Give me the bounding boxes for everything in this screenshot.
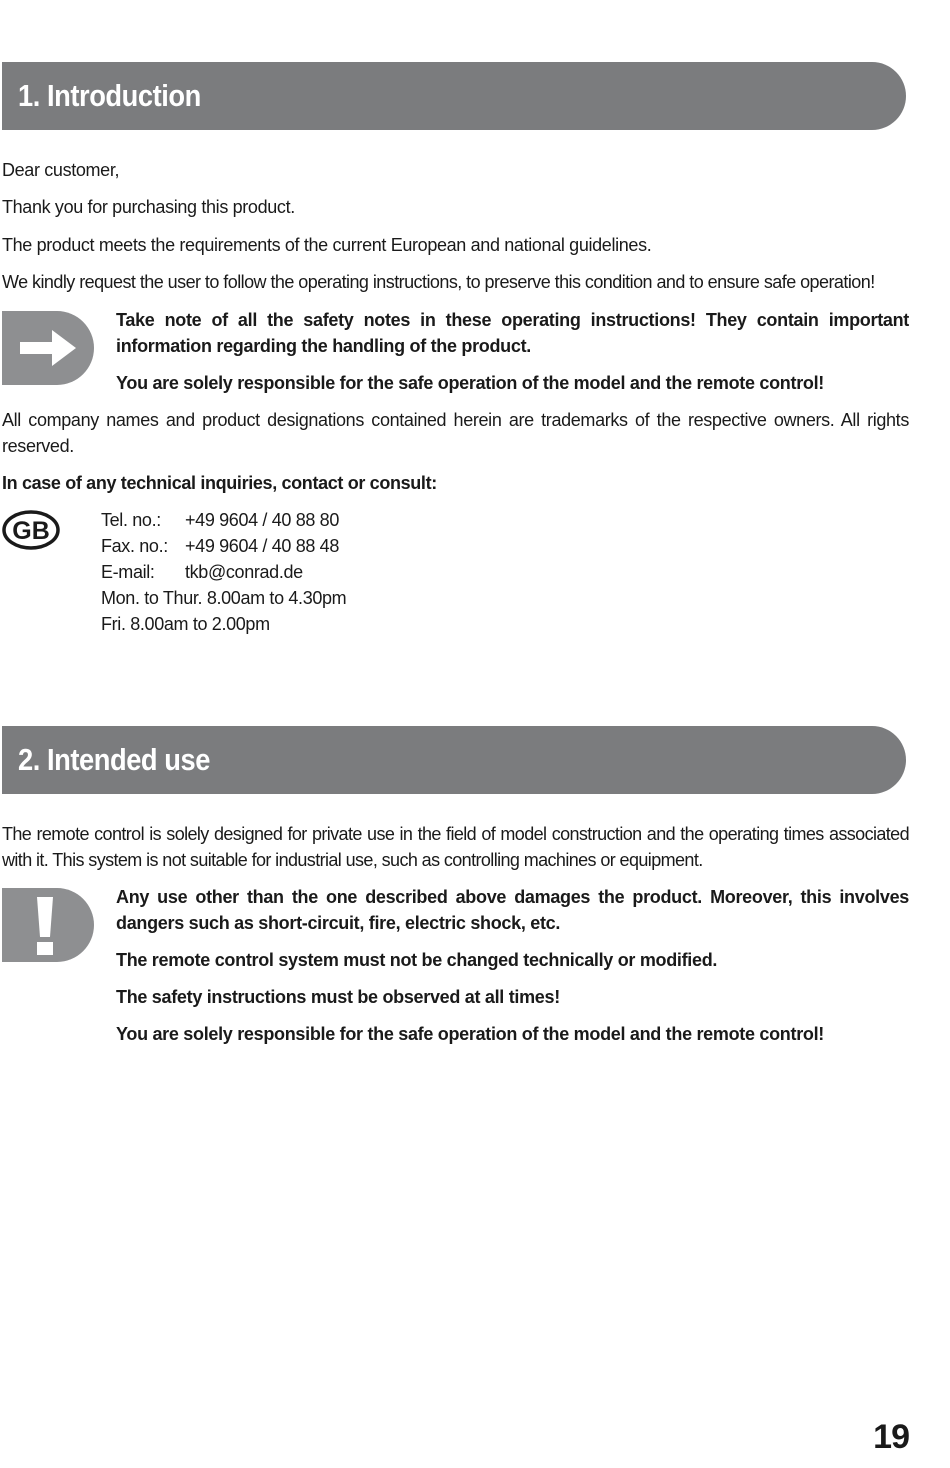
contact-fax-row bbox=[101, 533, 346, 559]
warning-misuse-text: Any use other than the one described above damages the product. Moreover, this involves dangers such as short-circuit, fire, electric shock, etc. bbox=[116, 887, 909, 933]
warning-responsibility-text: You are solely responsible for the safe operation of the model and the remote control! bbox=[116, 1024, 824, 1044]
contact-tel-row bbox=[101, 507, 346, 533]
inquiries-heading: In case of any technical inquiries, contact or consult: bbox=[2, 473, 437, 493]
section-header-intended-use bbox=[2, 726, 906, 794]
exclamation-icon bbox=[2, 888, 94, 962]
warning-safety-text: The safety instructions must be observed at all times! bbox=[116, 987, 560, 1007]
fax-value: +49 9604 / 40 88 48 bbox=[185, 536, 339, 556]
responsibility-note-text: You are solely responsible for the safe operation of the model and the remote control! bbox=[116, 373, 824, 393]
hours-weekdays: Mon. to Thur. 8.00am to 4.30pm bbox=[101, 588, 347, 608]
email-value: tkb@conrad.de bbox=[185, 562, 303, 582]
requirements-text: The product meets the requirements of the current European and national guidelines. bbox=[2, 235, 652, 255]
gb-country-badge bbox=[2, 510, 60, 550]
contact-details bbox=[101, 507, 346, 637]
hours-friday: Fri. 8.00am to 2.00pm bbox=[101, 614, 270, 634]
trademarks-text: All company names and product designations contained herein are trademarks of the respective owners. All rights reserved. bbox=[2, 410, 909, 456]
thanks-text: Thank you for purchasing this product. bbox=[2, 197, 295, 217]
arrow-right-icon bbox=[2, 311, 94, 385]
tel-value: +49 9604 / 40 88 80 bbox=[185, 510, 339, 530]
safety-note-text: Take note of all the safety notes in these operating instructions! They contain important information regarding the handling of the product. bbox=[116, 310, 909, 356]
gb-badge-label: GB bbox=[12, 517, 50, 545]
intended-use-description: The remote control is solely designed for private use in the field of model construction and the operating times associated with it. This system is not suitable for industrial use, such as controlling machines or equipment. bbox=[2, 824, 909, 870]
fax-label: Fax. no.: bbox=[101, 536, 168, 556]
warning-modification-text: The remote control system must not be changed technically or modified. bbox=[116, 950, 718, 970]
page-number: 19 bbox=[873, 1418, 909, 1456]
section-header-introduction bbox=[2, 62, 906, 130]
email-label: E-mail: bbox=[101, 562, 155, 582]
tel-label: Tel. no.: bbox=[101, 510, 161, 530]
request-text: We kindly request the user to follow the operating instructions, to preserve this condition and to ensure safe operation! bbox=[2, 272, 875, 292]
contact-email-row bbox=[101, 559, 346, 585]
section-title: 2. Intended use bbox=[18, 742, 210, 777]
greeting-text: Dear customer, bbox=[2, 160, 120, 180]
section-title: 1. Introduction bbox=[18, 78, 201, 113]
